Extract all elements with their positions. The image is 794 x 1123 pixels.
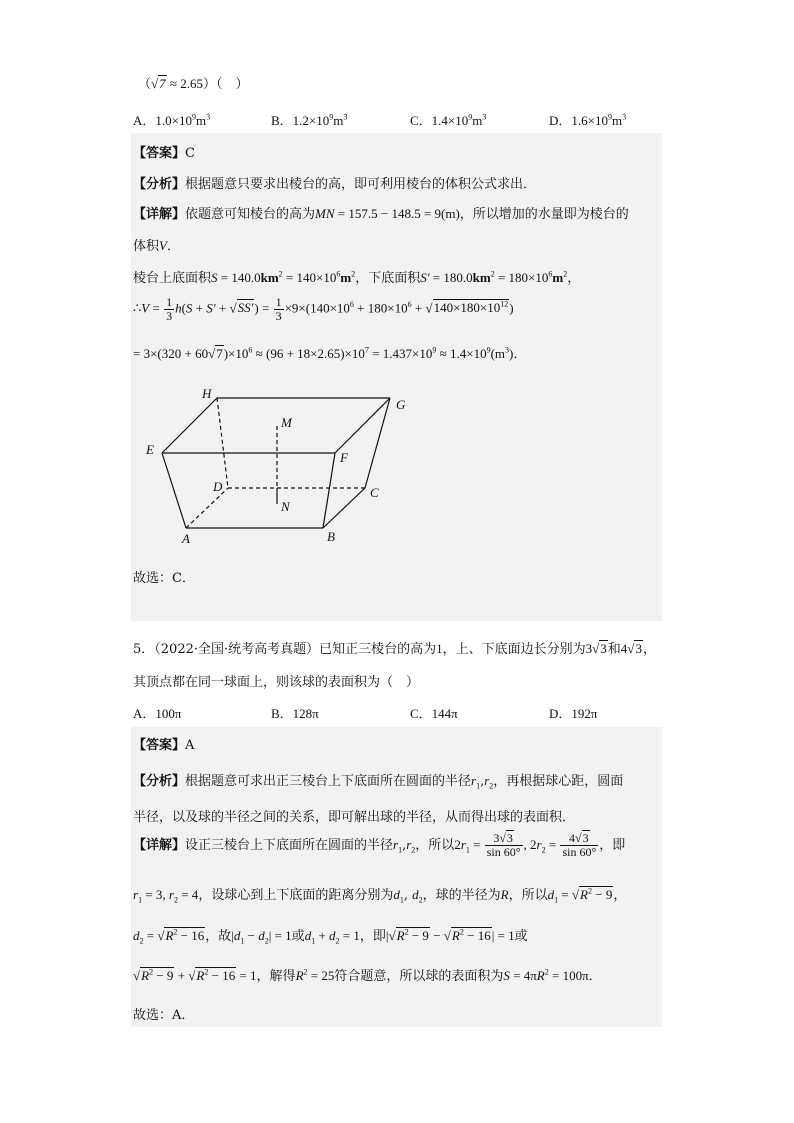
q5-option-d: D．192π	[549, 706, 598, 721]
label-b: B	[327, 529, 335, 544]
label-g: G	[396, 397, 406, 412]
label-n: N	[281, 499, 290, 514]
edge-bc	[323, 488, 365, 528]
q5-analysis-line1: 【分析】根据题意可求出正三棱台上下底面所在圆面的半径$r_1,r_2$，再根据球心距，圆面	[133, 773, 624, 791]
q4-answer: 【答案】C	[133, 146, 195, 161]
label-f: F	[340, 450, 348, 465]
label-d: D	[213, 479, 223, 494]
q5-conclusion: 故选：A．	[133, 1008, 195, 1023]
q4-detail-line1: 【详解】依题意可知棱台的高为MN = 157.5 − 148.5 = 9(m)，所以增加的水量即为棱台的	[133, 206, 629, 222]
q5-stem-line1: 5．（2022·全国·统考高考真题）已知正三棱台的高为1，上、下底面边长分别为3√3和4√3，	[133, 641, 656, 657]
label-a: A	[182, 531, 190, 546]
q4-option-b: B．$1.2\times 10^9m^3$	[271, 112, 348, 128]
q5-stem-line2: 其顶点都在同一球面上，则该球的表面积为（ ）	[133, 675, 420, 690]
label-m: M	[281, 415, 292, 430]
q5-analysis-line2: 半径，以及球的半径之间的关系，即可解出球的半径，从而得出球的表面积．	[133, 810, 576, 825]
q4-detail-line2: 体积V．	[133, 238, 180, 254]
q5-option-c: C．144π	[410, 706, 458, 721]
frustum-figure	[140, 380, 410, 550]
q4-option-c: C．$1.4\times 10^9m^3$	[410, 112, 487, 128]
q4-option-a: A．$1.0\times 10^9m^3$	[133, 112, 211, 128]
edge-ad	[186, 488, 228, 528]
q5-option-a: A．100π	[133, 706, 182, 721]
label-h: H	[202, 386, 212, 401]
q5-answer: 【答案】A	[133, 738, 195, 753]
q5-option-b: B．128π	[271, 706, 319, 721]
q4-option-d: D．$1.6\times 10^9m^3$	[549, 112, 627, 128]
q4-detail-line5: = $3\times(320 + 60√7)\times 10^6 \approx (96 + 18\times 2.65)\times 10^7 = 1.437\times 10^9 \approx 1.4\times 10^9(m^3)$．	[133, 345, 527, 361]
q4-hint: （√7 ≈ 2.65）（ ）	[138, 76, 249, 92]
edge-ea	[162, 453, 186, 528]
q4-conclusion: 故选：C．	[133, 571, 195, 586]
q4-detail-line4: ∴V = $\frac{1}{3}$ h(S + S′ + √SS′) = $\frac{1}{3}$ $\times 9\times(140\times 10^6 + 180\times 10^6 + √140\times 180\times 10^{12})$	[133, 295, 514, 323]
label-c: C	[370, 485, 379, 500]
edge-eh	[162, 398, 217, 453]
q5-detail-line4: $√R^2 - 9 + √R^2 - 16 = 1$，解得$R^2 = 25$符合题意，所以球的表面积为$S = 4\pi R^2 = 100\pi$．	[133, 967, 602, 984]
edge-fb	[323, 453, 335, 528]
q4-analysis: 【分析】根据题意只要求出棱台的高，即可利用棱台的体积公式求出．	[133, 177, 537, 192]
q5-detail-line1: 【详解】设正三棱台上下底面所在圆面的半径$r_1,r_2$，所以$2r_1$ = $\frac{3√3}{\sin 60^\circ}$ , $2r_2$ = $\frac{4√3}{\sin 60^\circ}$ ，即	[133, 831, 626, 859]
edge-hd	[217, 398, 228, 488]
q5-detail-line3: $d_2 = √R^2 - 16$，故$|d_1 - d_2| = 1$或$d_1 + d_2 = 1$，即$|√R^2 - 9 - √R^2 - 16| = 1$或	[133, 927, 528, 946]
label-e: E	[146, 442, 154, 457]
edge-gc	[365, 398, 390, 488]
q5-detail-line2: $r_1 = 3$, $r_2 = 4$，设球心到上下底面的距离分别为$d_1$, $d_2$，球的半径为R，所以$d_1 = √R^2 - 9$，	[133, 886, 627, 905]
q4-detail-line3: 棱台上底面积$S = 140.0km^2 = 140\times 10^6m^2$，下底面积$S' = 180.0km^2 = 180\times 10^6m^2$，	[133, 269, 581, 286]
